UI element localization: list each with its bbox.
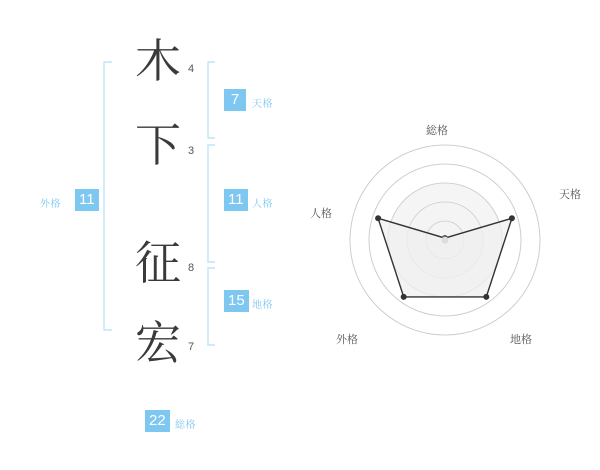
- tenkaku-value: 7: [224, 89, 246, 111]
- bracket-jinkaku: [208, 145, 215, 262]
- radar-vertex-dot: [509, 215, 515, 221]
- radar-axis-label-chikaku: 地格: [510, 334, 532, 346]
- stroke-count: 4: [188, 63, 195, 75]
- bracket-gaikaku: [104, 62, 112, 330]
- name-character: 宏: [135, 316, 181, 370]
- jinkaku-value: 11: [224, 189, 248, 211]
- name-character: 下: [135, 118, 181, 172]
- bracket-chikaku: [208, 268, 215, 345]
- bracket-tenkaku: [208, 62, 215, 138]
- stroke-count: 8: [188, 262, 195, 274]
- soukaku-label: 総格: [175, 420, 196, 431]
- radar-axis-label-gaikaku: 外格: [336, 334, 358, 346]
- radar-axis-label-soukaku: 総格: [426, 125, 448, 137]
- chikaku-value: 15: [224, 290, 249, 312]
- radar-vertex-dot: [401, 294, 407, 300]
- radar-center-dot: [442, 237, 449, 244]
- radar-axis-label-tenkaku: 天格: [559, 189, 581, 201]
- radar-vertex-dot: [483, 294, 489, 300]
- jinkaku-label: 人格: [252, 199, 273, 210]
- chikaku-label: 地格: [252, 300, 273, 311]
- name-character: 征: [135, 236, 181, 290]
- gaikaku-value: 11: [75, 189, 99, 211]
- gaikaku-label: 外格: [40, 199, 61, 210]
- soukaku-value: 22: [145, 410, 170, 432]
- radar-chart-svg: [300, 0, 600, 470]
- radar-chart: [300, 0, 600, 470]
- radar-vertex-dot: [375, 215, 381, 221]
- stroke-count: 7: [188, 341, 195, 353]
- stroke-count: 3: [188, 145, 195, 157]
- radar-axis-label-jinkaku: 人格: [310, 208, 332, 220]
- name-character: 木: [135, 34, 181, 88]
- tenkaku-label: 天格: [252, 99, 273, 110]
